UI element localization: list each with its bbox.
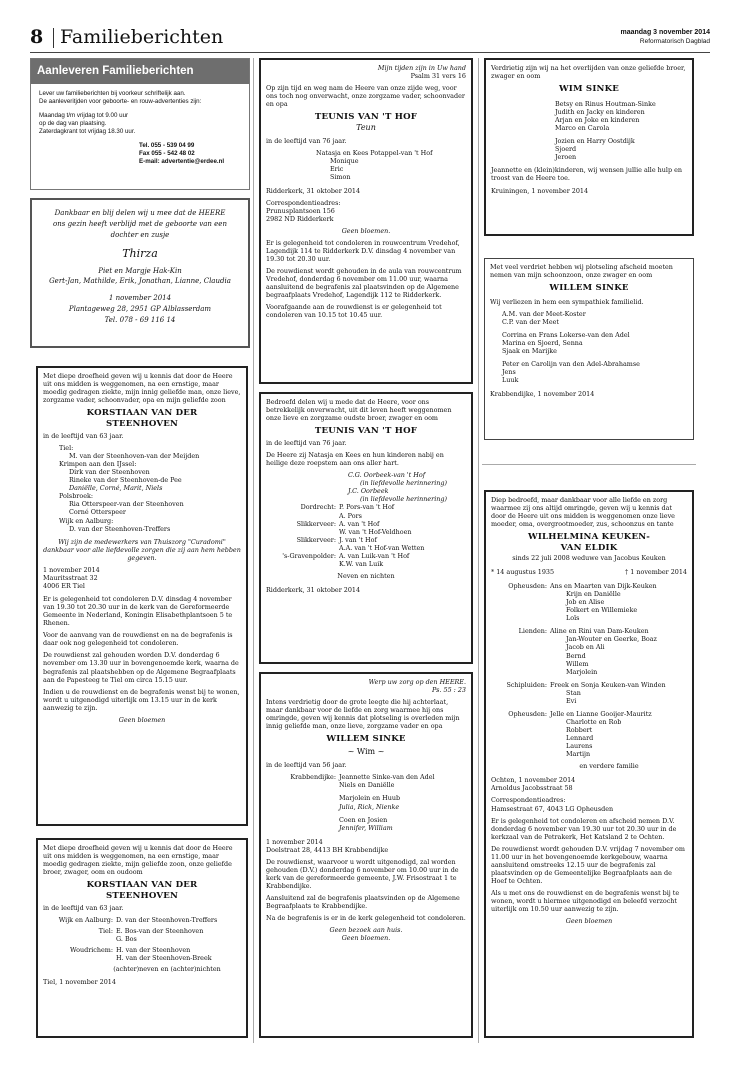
address: Doelstraat 28, 4413 BH Krabbendijke (266, 845, 389, 854)
info-line: op de dag van plaatsing. (39, 120, 107, 128)
page-number: 8 (30, 26, 44, 48)
family-member: Laurens (566, 742, 593, 751)
family-member: Dirk van der Steenhoven (69, 468, 150, 477)
family-member: Eric (330, 165, 344, 174)
death-date: † 1 november 2014 (625, 567, 687, 576)
family-member: Folkert en Willemieke (566, 606, 638, 615)
family-member: M. van der Steenhoven-van der Meijden (69, 452, 200, 461)
extra-family: en verdere familie (579, 762, 639, 771)
family-member: A. van Luik-van 't Hof (339, 551, 410, 560)
deceased-nickname: ~ Wim ~ (347, 747, 385, 757)
info-email: E-mail: advertentie@erdee.nl (139, 158, 225, 166)
family-member: Judith en Jacky en kinderen (555, 108, 645, 117)
address: 4006 ER Tiel (43, 581, 85, 590)
text: Na de begrafenis is er in de kerk gelegenheid tot condoleren. (266, 914, 466, 923)
family-member: J. van 't Hof (339, 535, 377, 544)
closing: Geen bloemen. (341, 226, 391, 235)
family-member: G. Bos (116, 935, 137, 944)
family-member: P. Pors-van 't Hof (339, 503, 395, 512)
deceased-name: WILLEM SINKE (326, 734, 406, 745)
family-member: Ans en Maarten van Dijk-Keuken (550, 582, 657, 591)
family-member: Aline en Rini van Dam-Keuken (550, 627, 649, 636)
place-label: Woudrichem: (70, 946, 113, 955)
text: Voor de aanvang van de rouwdienst en na de begrafenis is daar ook nog gelegenheid tot condoleren. (43, 631, 233, 648)
deceased-name: KORSTIAAN VAN DER (86, 880, 198, 891)
deceased-name: STEENHOVEN (105, 891, 179, 902)
column-rule (482, 464, 696, 465)
closing: Geen bloemen (565, 917, 613, 926)
extra-family: Neven en nichten (337, 571, 395, 580)
deceased-name: WILHELMINA KEUKEN- (527, 532, 651, 543)
correspondence-label: Correspondentieadres: (266, 198, 341, 207)
text: Jeannette en (klein)kinderen, wij wensen jullie alle hulp en troost van de Heere toe. (491, 166, 682, 183)
family-member: Jens (502, 368, 516, 377)
birth-name: Thirza (122, 246, 158, 260)
deceased-name: KORSTIAAN VAN DER (86, 408, 198, 419)
verse-ref: Psalm 31 vers 16 (410, 72, 466, 81)
family-member: Simon (330, 173, 351, 182)
text: Er is gelegenheid tot condoleren in rouwcentrum Vredehof, Lagendijk 114 te Ridderkerk D.V. dinsdag 4 november van 19.30 tot 20.30 uur. (266, 238, 460, 263)
family-member: Corrina en Frans Lokerse-van den Adel (502, 331, 630, 340)
family-member: Sjoerd (555, 145, 577, 154)
date: Ochten, 1 november 2014 (491, 776, 576, 785)
family-place: Tiel: (59, 443, 74, 452)
family-member: Marjolein (566, 667, 598, 676)
announcement-korstiaan-2 (36, 838, 248, 1038)
family-member: Jeroen (555, 153, 577, 162)
announcement-korstiaan-1 (36, 366, 248, 826)
family-member: Marina en Sjoerd, Senna (502, 339, 583, 348)
place-label: Wijk en Aalburg: (58, 915, 113, 924)
info-phone: Tel. 055 - 539 04 99 (139, 142, 195, 150)
age: in de leeftijd van 56 jaar. (266, 761, 347, 770)
place-label: Lienden: (518, 627, 547, 636)
text: De rouwdienst wordt gehouden D.V. vrijdag 7 november om 11.00 uur in het bovengenoemde kerkgebouw, waarna aansluitend omstreeks 12.15 uur de begrafenis zal plaatsvinden op de Gemeentelijke Begraafplaats aan de Hoef te Ochten. (491, 844, 685, 886)
birth-tel: Tel. 078 - 69 116 14 (104, 315, 176, 324)
family-member: Evi (566, 696, 577, 705)
family-member: Jeannette Sinke-van den Adel (339, 773, 435, 782)
family-member: Daniëlle, Corné, Marit, Niels (69, 484, 163, 493)
family-member: Natasja en Kees Potappel-van 't Hof (316, 149, 433, 158)
address: Arnoldus Jacobsstraat 58 (491, 784, 573, 793)
text: Bedroefd delen wij u mede dat de Heere, voor ons betrekkelijk onverwacht, uit dit leven heeft weggenomen onze lieve en zorgzame oudste broer, zwager en oom (266, 398, 452, 423)
family-member: Krijn en Daniëlle (566, 590, 621, 599)
verse-ref: Ps. 55 : 23 (432, 686, 466, 695)
family-member: Bernd (566, 651, 586, 660)
header-rule (30, 52, 710, 53)
family-member: A.M. van der Meet-Koster (502, 310, 586, 319)
birth-siblings: Gert-Jan, Mathilde, Erik, Jonathan, Lianne, Claudia (49, 277, 231, 286)
announcement-birth-thirza (30, 198, 250, 348)
text: Intens verdrietig door de grote leegte die hij achterlaat, maar dankbaar voor de liefde en zorg waarmee hij ons omringde, geven wij kennis dat plotseling is overleden mijn innig geliefde man, onze lieve, zorgzame vader en opa (266, 698, 460, 731)
birth-date: 1 november 2014 (108, 294, 172, 303)
family-member: Freek en Sonja Keuken-van Winden (550, 680, 666, 689)
family-member: Sjaak en Marijke (502, 347, 557, 356)
family-member: H. van der Steenhoven (116, 946, 191, 955)
text: De rouwdienst, waarvoor u wordt uitgenodigd, zal worden gehouden (D.V.) donderdag 6 november om 10.00 uur in de kerk van de gereformeerde gemeente, J.W. Frisostraat 1 te Krabbendijke. (266, 857, 459, 891)
family-member: E. Bos-van der Steenhoven (116, 927, 204, 936)
memory-note: (in liefdevolle herinnering) (360, 479, 447, 488)
family-member: Jelle en Lianne Gooijer-Mauritz (550, 709, 652, 718)
text: Met diepe droefheid geven wij u kennis dat door de Heere uit ons midden is weggenomen, na een ernstige, maar moedig gedragen ziekte, mijn innig geliefde man, onze lieve, zorgzame vader, schoonvader, opa en mijn geliefde zoon (43, 372, 241, 405)
date: Ridderkerk, 31 oktober 2014 (266, 586, 361, 595)
birth-address: Plantageweg 28, 2951 GP Alblasserdam (68, 305, 212, 314)
deceased-name: STEENHOVEN (105, 419, 179, 430)
header-date: maandag 3 november 2014 (620, 29, 710, 36)
place-label: 's-Gravenpolder: (282, 551, 336, 560)
text: Als u met ons de rouwdienst en de begrafenis wenst bij te wonen, wordt u hiermee uitgenodigd en beleefd verzocht uiterlijk om 10.50 uur aanwezig te zijn. (491, 889, 680, 914)
text: Met veel verdriet hebben wij plotseling afscheid moeten nemen van mijn schoonzoon, onze zwager en oom (490, 263, 673, 280)
info-fax: Fax 055 - 542 48 02 (139, 150, 195, 158)
age: in de leeftijd van 76 jaar. (266, 137, 347, 146)
text: Indien u de rouwdienst en de begrafenis wenst bij te wonen, wordt u uitgenodigd uiterlijk om 13.15 uur in de kerk aanwezig te zijn. (43, 687, 240, 712)
date: Kruiningen, 1 november 2014 (491, 186, 589, 195)
announcement-teunis-1 (259, 58, 473, 384)
family-member: Stan (566, 688, 581, 697)
birth-parents: Piet en Margje Hak-Kin (98, 266, 182, 275)
family-member: H. van der Steenhoven-Breek (116, 954, 212, 963)
text: De Heere zij Natasja en Kees en hun kinderen nabij en heilige deze roepstem aan ons aller hart. (266, 451, 444, 468)
family-member: Marco en Carola (555, 124, 610, 133)
announcement-willem-sinke-2 (484, 258, 694, 440)
widow-note: sinds 22 juli 2008 weduwe van Jacobus Keuken (512, 553, 666, 562)
header-paper: Reformatorisch Dagblad (639, 38, 710, 45)
family-member: A.A. van 't Hof-van Wetten (339, 543, 425, 552)
date: 1 november 2014 (43, 565, 100, 574)
age: in de leeftijd van 76 jaar. (266, 439, 347, 448)
memory-name: C.G. Oorbeek-van 't Hof (348, 471, 426, 480)
family-member: K.W. van Luik (339, 559, 384, 568)
info-line: Zaterdagkrant tot vrijdag 18.30 uur. (39, 128, 136, 136)
family-member: D. van der Steenhoven-Treffers (69, 524, 171, 533)
text: Er is gelegenheid tot condoleren en afscheid nemen D.V. donderdag 6 november van 19.30 uur tot 20.30 uur in de kerkzaal van de Petrakerk, Het Katsland 2 te Ochten. (491, 816, 677, 841)
correspondence-label: Correspondentieadres: (491, 796, 566, 805)
family-place: Wijk en Aalburg: (59, 516, 114, 525)
closing: Geen bezoek aan huis. (329, 926, 403, 935)
family-place: Krimpen aan den IJssel: (59, 460, 137, 469)
section-title: Familieberichten (60, 26, 224, 48)
deceased-name: TEUNIS VAN 'T HOF (314, 112, 418, 123)
family-member: Julia, Rick, Nienke (339, 802, 400, 811)
family-member: Coen en Josien (339, 815, 388, 824)
header-divider (53, 28, 54, 48)
place-label: Slikkerveer: (296, 519, 336, 528)
place-label: Krabbendijke: (290, 773, 336, 782)
deceased-nickname: Teun (356, 123, 376, 133)
memory-note: (in liefdevolle herinnering) (360, 495, 447, 504)
page-header (30, 26, 710, 50)
birth-date: * 14 augustus 1935 (491, 567, 555, 576)
text: Aansluitend zal de begrafenis plaatsvinden op de Algemene Begraafplaats te Krabbendijke. (266, 894, 460, 911)
thanks: Wij zijn de medewerkers van Thuiszorg "Curadomi" dankbaar voor alle liefdevolle zorgen die zij aan hem hebben gegeven. (43, 537, 241, 562)
text: Diep bedroefd, maar dankbaar voor alle liefde en zorg waarmee zij ons altijd omringde, geven wij u kennis dat door de Heere uit ons midden is weggenomen onze lieve moeder, oma, overgrootmoeder, zus, schoonzus en tante (491, 496, 675, 529)
info-line: Lever uw familieberichten bij voorkeur schriftelijk aan. (39, 89, 186, 97)
family-member: Lennard (566, 734, 594, 743)
info-line: De aanleveritjden voor geboorte- en rouw-advertenties zijn: (39, 98, 202, 105)
family-member: Niels en Daniëlle (339, 781, 395, 790)
date: Ridderkerk, 31 oktober 2014 (266, 186, 361, 195)
deceased-name: WIM SINKE (558, 84, 620, 95)
family-member: D. van der Steenhoven-Treffers (116, 915, 218, 924)
place-label: Dordrecht: (300, 503, 336, 512)
text: De rouwdienst wordt gehouden in de aula van rouwcentrum Vredehof, donderdag 6 november om 11.00 uur, waarna aansluitend de begrafenis zal plaatsvinden op de Algemene begraafplaats Vredehof, Lagendijk 112 te Ridderkerk. (266, 267, 462, 300)
info-box (30, 58, 250, 190)
place-label: Opheusden: (508, 582, 547, 591)
family-member: Jennifer, William (339, 823, 393, 832)
deceased-name: WILLEM SINKE (549, 283, 629, 294)
family-member: C.P. van der Meet (502, 318, 559, 327)
memory-name: J.C. Oorbeek (348, 487, 389, 496)
family-member: Jacob en Ali (566, 643, 605, 652)
birth-intro: Dankbaar en blij delen wij u mee dat de HEERE ons gezin heeft verblijd met de geboorte van een dochter en zusje (53, 209, 227, 239)
announcement-teunis-2 (259, 392, 473, 664)
family-member: Job en Alise (566, 598, 605, 607)
closing: Geen bloemen (118, 715, 166, 724)
extra-family: (achter)neven en (achter)nichten (113, 965, 221, 974)
date: Tiel, 1 november 2014 (43, 978, 116, 987)
family-member: Corné Otterspeer (69, 508, 126, 517)
address: Prunusplantsoen 156 (266, 206, 335, 215)
family-member: A. Pors (339, 511, 362, 520)
family-member: Arjan en Joke en kinderen (555, 116, 640, 125)
family-member: Jozien en Harry Oostdijk (555, 137, 635, 146)
family-place: Polsbroek: (59, 492, 94, 501)
age: in de leeftijd van 63 jaar. (43, 431, 124, 440)
age: in de leeftijd van 63 jaar. (43, 903, 124, 912)
text: Met diepe droefheid geven wij u kennis dat door de Heere uit ons midden is weggenomen, na een ernstige, maar moedig gedragen ziekte, mijn geliefde zoon, onze geliefde broer, zwager, oom en oudoom (43, 844, 233, 877)
family-member: Jan-Wouter en Geerke, Boaz (566, 635, 657, 644)
closing: Geen bloemen. (341, 934, 391, 943)
family-member: Loïs (566, 614, 580, 623)
family-member: Ria Otterspeer-van der Steenhoven (69, 500, 184, 509)
text: Voorafgaande aan de rouwdienst is er gelegenheid tot condoleren van 10.15 tot 10.45 uur. (266, 303, 442, 320)
place-label: Slikkerveer: (296, 535, 336, 544)
info-line: Maandag t/m vrijdag tot 9.00 uur (39, 112, 129, 120)
place-label: Tiel: (98, 927, 113, 936)
column-divider (253, 58, 254, 1043)
text: Op zijn tijd en weg nam de Heere van onze zijde weg, voor ons toch nog onverwacht, onze zorgzame vader, schoonvader en opa (266, 84, 465, 109)
family-member: Charlotte en Rob (566, 717, 622, 726)
family-member: Robbert (566, 726, 593, 735)
family-member: Betsy en Rinus Houtman-Sinke (555, 99, 656, 108)
family-member: A. van 't Hof (339, 519, 380, 528)
verse: Mijn tijden zijn in Uw hand (377, 64, 466, 72)
place-label: Opheusden: (508, 709, 547, 718)
family-member: W. van 't Hof-Veldhoen (339, 527, 412, 536)
info-box-title: Aanleveren Familieberichten (31, 59, 249, 84)
family-member: Willem (566, 659, 589, 668)
announcement-willem-sinke-1 (259, 672, 473, 1038)
text: Verdrietig zijn wij na het overlijden van onze geliefde broer, zwager en oom (491, 64, 686, 81)
date: 1 november 2014 (266, 837, 323, 846)
column-divider (478, 58, 479, 1043)
address: Hamsestraat 67, 4043 LG Opheusden (491, 804, 614, 813)
text: Wij verliezen in hem een sympathiek familielid. (490, 297, 644, 306)
family-member: Martijn (566, 750, 591, 759)
deceased-name: TEUNIS VAN 'T HOF (314, 426, 418, 437)
text: Er is gelegenheid tot condoleren D.V. dinsdag 4 november van 19.30 tot 20.30 uur in de kerk van de Gereformeerde Gemeente in Nederland, Koningin Elisabethplantsoen 5 te Rhenen. (43, 595, 233, 628)
date: Krabbendijke, 1 november 2014 (490, 389, 595, 398)
text: De rouwdienst zal gehouden worden D.V. donderdag 6 november om 13.30 uur in bovengenoemde kerk, waarna de begrafenis zal plaatshebben op de Algemene Begraafplaats aan de Papesteeg te Tiel om circa 15.15 uur. (43, 651, 239, 684)
address: 2982 ND Ridderkerk (266, 214, 334, 223)
family-member: Peter en Carolijn van den Adel-Abrahamse (502, 360, 640, 369)
place-label: Schipluiden: (506, 680, 547, 689)
announcement-wilhelmina-keuken (484, 490, 694, 1038)
family-member: Rineke van der Steenhoven-de Pee (69, 476, 182, 485)
deceased-name: VAN ELDIK (560, 543, 618, 554)
announcement-wim-sinke (484, 58, 694, 236)
family-member: Marjolein en Huub (339, 794, 401, 803)
address: Mauritsstraat 32 (43, 573, 98, 582)
verse: Werp uw zorg op den HEERE. (368, 678, 466, 686)
family-member: Monique (330, 157, 359, 166)
family-member: Luuk (502, 376, 519, 385)
